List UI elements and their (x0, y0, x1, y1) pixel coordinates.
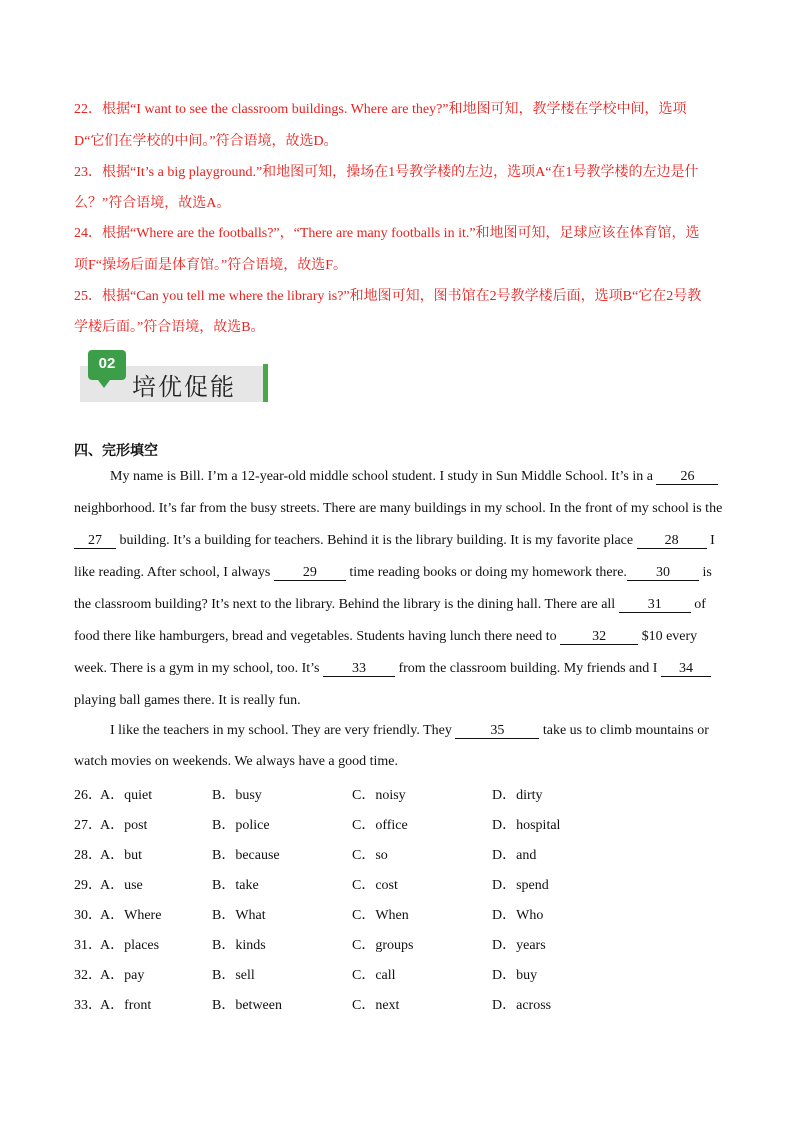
question-number: 31． (74, 938, 102, 953)
option-b[interactable]: B．between (212, 998, 282, 1013)
option-a[interactable]: A．use (100, 878, 143, 893)
passage-text: take us to climb mountains or (539, 723, 709, 738)
passage-text: from the classroom building. My friends and I (394, 661, 661, 676)
passage-text: building. It’s a building for teachers. Behind it is the library building. It is my favorite place (116, 533, 637, 548)
option-b[interactable]: B．sell (212, 968, 255, 983)
blank-30: 30 (627, 566, 699, 581)
blank-27: 27 (74, 534, 116, 549)
banner-number-badge: 02 (88, 350, 126, 380)
option-c[interactable]: C．so (352, 848, 388, 863)
explanation-25-line2: 学楼后面。”符合语境，故选B。 (74, 320, 265, 335)
option-d[interactable]: D．hospital (492, 818, 561, 833)
explanation-23-line2: 么？”符合语境，故选A。 (74, 196, 231, 211)
passage-text: the classroom building? It’s next to the library. Behind the library is the dining hall. There are all (74, 597, 619, 612)
explanation-25-line1: 25．根据“Can you tell me where the library is?”和地图可知，图书馆在2号教学楼后面，选项B“它在2号教 (74, 289, 702, 304)
question-number: 28． (74, 848, 102, 863)
option-a[interactable]: A．but (100, 848, 142, 863)
banner-title: 培优促能 (132, 373, 236, 401)
option-a[interactable]: A．places (100, 938, 160, 953)
passage-text: My name is Bill. I’m a 12-year-old middle school student. I study in Sun Middle School. It’s in a (110, 469, 657, 484)
option-c[interactable]: C．next (352, 998, 400, 1013)
option-b[interactable]: B．because (212, 848, 280, 863)
question-number: 30． (74, 908, 102, 923)
option-b[interactable]: B．What (212, 908, 266, 923)
blank-29: 29 (274, 566, 346, 581)
option-d[interactable]: D．Who (492, 908, 544, 923)
section-title: 四、完形填空 (74, 443, 158, 459)
blank-33: 33 (323, 662, 395, 677)
option-c[interactable]: C．groups (352, 938, 414, 953)
explanation-23-line1: 23．根据“It’s a big playground.”和地图可知，操场在1号教学楼的左边，选项A“在1号教学楼的左边是什 (74, 165, 699, 180)
option-c[interactable]: C．call (352, 968, 396, 983)
passage-line-6 (74, 629, 697, 645)
option-d[interactable]: D．across (492, 998, 552, 1013)
passage-line-3 (74, 533, 715, 549)
option-a[interactable]: A．front (100, 998, 152, 1013)
passage-text: food there like hamburgers, bread and vegetables. Students having lunch there need to (74, 629, 561, 644)
option-c[interactable]: C．noisy (352, 788, 406, 803)
passage-text: is (698, 565, 712, 580)
passage-line-9 (110, 723, 709, 739)
passage-line-5 (74, 597, 706, 613)
option-a[interactable]: A．pay (100, 968, 145, 983)
explanation-24-line1: 24．根据“Where are the footballs?”，“There are many footballs in it.”和地图可知，足球应该在体育馆，选 (74, 226, 700, 241)
option-b[interactable]: B．police (212, 818, 270, 833)
question-number: 27． (74, 818, 102, 833)
section-banner (80, 346, 270, 402)
question-number: 33． (74, 998, 102, 1013)
passage-line-1 (110, 469, 718, 485)
option-a[interactable]: A．Where (100, 908, 162, 923)
option-a[interactable]: A．post (100, 818, 148, 833)
question-number: 26． (74, 788, 102, 803)
blank-34: 34 (661, 662, 711, 677)
question-number: 29． (74, 878, 102, 893)
passage-text: $10 every (638, 629, 698, 644)
question-number: 32． (74, 968, 102, 983)
option-d[interactable]: D．and (492, 848, 537, 863)
option-d[interactable]: D．dirty (492, 788, 543, 803)
option-b[interactable]: B．take (212, 878, 259, 893)
explanation-22-line1: 22．根据“I want to see the classroom buildings. Where are they?”和地图可知，教学楼在学校中间，选项 (74, 102, 687, 117)
option-b[interactable]: B．busy (212, 788, 262, 803)
passage-line-8: playing ball games there. It is really fun. (74, 693, 301, 708)
passage-text: week. There is a gym in my school, too. It’s (74, 661, 323, 676)
option-d[interactable]: D．spend (492, 878, 549, 893)
option-c[interactable]: C．cost (352, 878, 398, 893)
passage-line-4 (74, 565, 712, 581)
blank-35: 35 (455, 724, 539, 739)
blank-32: 32 (560, 630, 638, 645)
passage-text: time reading books or doing my homework there. (345, 565, 627, 580)
passage-line-2: neighborhood. It’s far from the busy streets. There are many buildings in my school. In the front of my school is the (74, 501, 723, 516)
passage-text: I (706, 533, 715, 548)
option-d[interactable]: D．years (492, 938, 546, 953)
explanation-24-line2: 项F“操场后面是体育馆。”符合语境，故选F。 (74, 258, 347, 273)
option-d[interactable]: D．buy (492, 968, 538, 983)
passage-line-7 (74, 661, 711, 677)
blank-31: 31 (619, 598, 691, 613)
passage-text: of (690, 597, 706, 612)
option-c[interactable]: C．office (352, 818, 408, 833)
explanation-22-line2: D“它们在学校的中间。”符合语境，故选D。 (74, 134, 338, 149)
option-c[interactable]: C．When (352, 908, 409, 923)
option-a[interactable]: A．quiet (100, 788, 153, 803)
passage-line-10: watch movies on weekends. We always have a good time. (74, 754, 399, 769)
blank-26: 26 (656, 470, 718, 485)
passage-text: like reading. After school, I always (74, 565, 274, 580)
option-b[interactable]: B．kinds (212, 938, 266, 953)
blank-28: 28 (637, 534, 707, 549)
banner-accent-bar (263, 364, 268, 402)
passage-text: I like the teachers in my school. They are very friendly. They (110, 723, 456, 738)
